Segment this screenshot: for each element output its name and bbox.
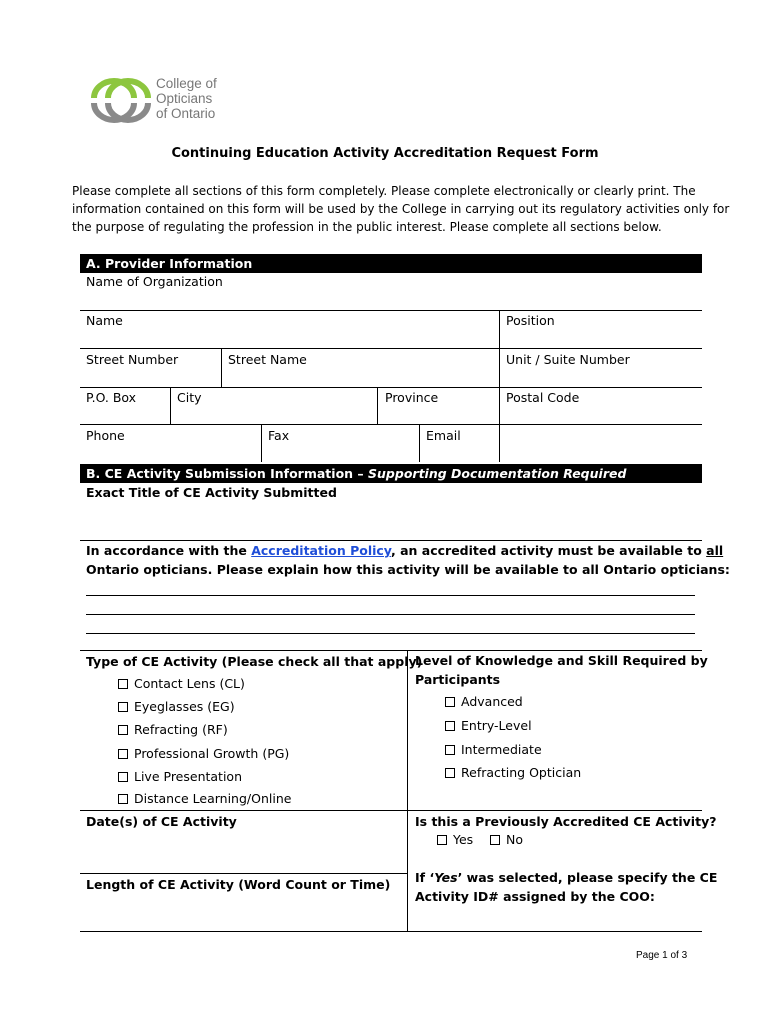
level-option-refracting[interactable]: Refracting Optician <box>445 764 581 782</box>
street-number-field[interactable]: Street Number <box>86 352 179 367</box>
checkbox-icon[interactable] <box>118 794 128 804</box>
accord-pre: In accordance with the <box>86 543 252 558</box>
logo-rings-icon <box>88 76 154 124</box>
dates-field[interactable]: Date(s) of CE Activity <box>86 814 237 829</box>
logo-line-3: of Ontario <box>156 106 216 121</box>
logo-line-1: College of <box>156 76 217 91</box>
org-name-field[interactable]: Name of Organization <box>86 274 223 289</box>
type-option-cl[interactable]: Contact Lens (CL) <box>118 675 245 693</box>
level-option-intermediate[interactable]: Intermediate <box>445 741 542 759</box>
length-field[interactable]: Length of CE Activity (Word Count or Time) <box>86 877 391 892</box>
previously-accredited-yes[interactable]: Yes <box>437 831 473 849</box>
fax-field[interactable]: Fax <box>268 428 290 443</box>
type-option-distance[interactable]: Distance Learning/Online <box>118 790 291 808</box>
name-field[interactable]: Name <box>86 313 123 328</box>
po-box-field[interactable]: P.O. Box <box>86 390 137 405</box>
checkbox-icon[interactable] <box>437 835 447 845</box>
logo-line-2: Opticians <box>156 91 213 106</box>
email-field[interactable]: Email <box>426 428 461 443</box>
form-title: Continuing Education Activity Accreditation Request Form <box>171 146 599 161</box>
level-heading-2: Participants <box>415 672 501 687</box>
phone-field[interactable]: Phone <box>86 428 125 443</box>
checkbox-icon[interactable] <box>445 745 455 755</box>
intro-line-2: information contained on this form will be used by the College in carrying out its regulatory activities only for <box>72 202 730 216</box>
previously-accredited-no[interactable]: No <box>490 831 523 849</box>
checkbox-icon[interactable] <box>445 721 455 731</box>
section-b-header-italic: Supporting Documentation Required <box>368 466 627 481</box>
answer-line-1[interactable] <box>86 595 695 596</box>
section-b-header-main: B. CE Activity Submission Information – <box>86 466 369 481</box>
section-b-header <box>80 464 702 483</box>
checkbox-icon[interactable] <box>445 768 455 778</box>
accord-all: all <box>706 543 724 558</box>
answer-line-2[interactable] <box>86 614 695 615</box>
checkbox-icon[interactable] <box>118 679 128 689</box>
type-option-eg[interactable]: Eyeglasses (EG) <box>118 698 235 716</box>
checkbox-icon[interactable] <box>118 725 128 735</box>
checkbox-icon[interactable] <box>118 772 128 782</box>
level-option-entry[interactable]: Entry-Level <box>445 717 532 735</box>
answer-line-3[interactable] <box>86 633 695 634</box>
checkbox-icon[interactable] <box>118 749 128 759</box>
level-option-advanced[interactable]: Advanced <box>445 693 523 711</box>
section-a-header: A. Provider Information <box>80 254 702 273</box>
checkbox-icon[interactable] <box>445 697 455 707</box>
unit-field[interactable]: Unit / Suite Number <box>506 352 630 367</box>
activity-id-prompt: If ‘Yes’ was selected, please specify the CE <box>415 870 718 885</box>
intro-line-1: Please complete all sections of this form completely. Please complete electronically or clearly print. The <box>72 184 696 198</box>
type-option-live[interactable]: Live Presentation <box>118 768 242 786</box>
college-logo <box>88 76 238 124</box>
city-field[interactable]: City <box>177 390 202 405</box>
page-number: Page 1 of 3 <box>636 950 688 961</box>
checkbox-icon[interactable] <box>118 702 128 712</box>
street-name-field[interactable]: Street Name <box>228 352 307 367</box>
type-heading: Type of CE Activity (Please check all that apply) <box>86 654 423 669</box>
province-field[interactable]: Province <box>385 390 439 405</box>
level-heading-1: Level of Knowledge and Skill Required by <box>415 653 708 668</box>
accreditation-statement <box>86 542 723 560</box>
checkbox-icon[interactable] <box>490 835 500 845</box>
type-option-rf[interactable]: Refracting (RF) <box>118 721 228 739</box>
exact-title-field[interactable]: Exact Title of CE Activity Submitted <box>86 485 337 500</box>
activity-id-prompt-line-2: Activity ID# assigned by the COO: <box>415 889 655 904</box>
previously-accredited-question: Is this a Previously Accredited CE Activity? <box>415 814 717 829</box>
accreditation-statement-line-2: Ontario opticians. Please explain how this activity will be available to all Ontario opticians: <box>86 562 730 577</box>
type-option-pg[interactable]: Professional Growth (PG) <box>118 745 289 763</box>
accord-mid: , an accredited activity must be available to <box>391 543 707 558</box>
postal-code-field[interactable]: Postal Code <box>506 390 580 405</box>
accreditation-policy-link[interactable]: Accreditation Policy <box>251 543 391 558</box>
intro-line-3: the purpose of regulating the profession in the public interest. Please complete all sections below. <box>72 220 662 234</box>
position-field[interactable]: Position <box>506 313 555 328</box>
